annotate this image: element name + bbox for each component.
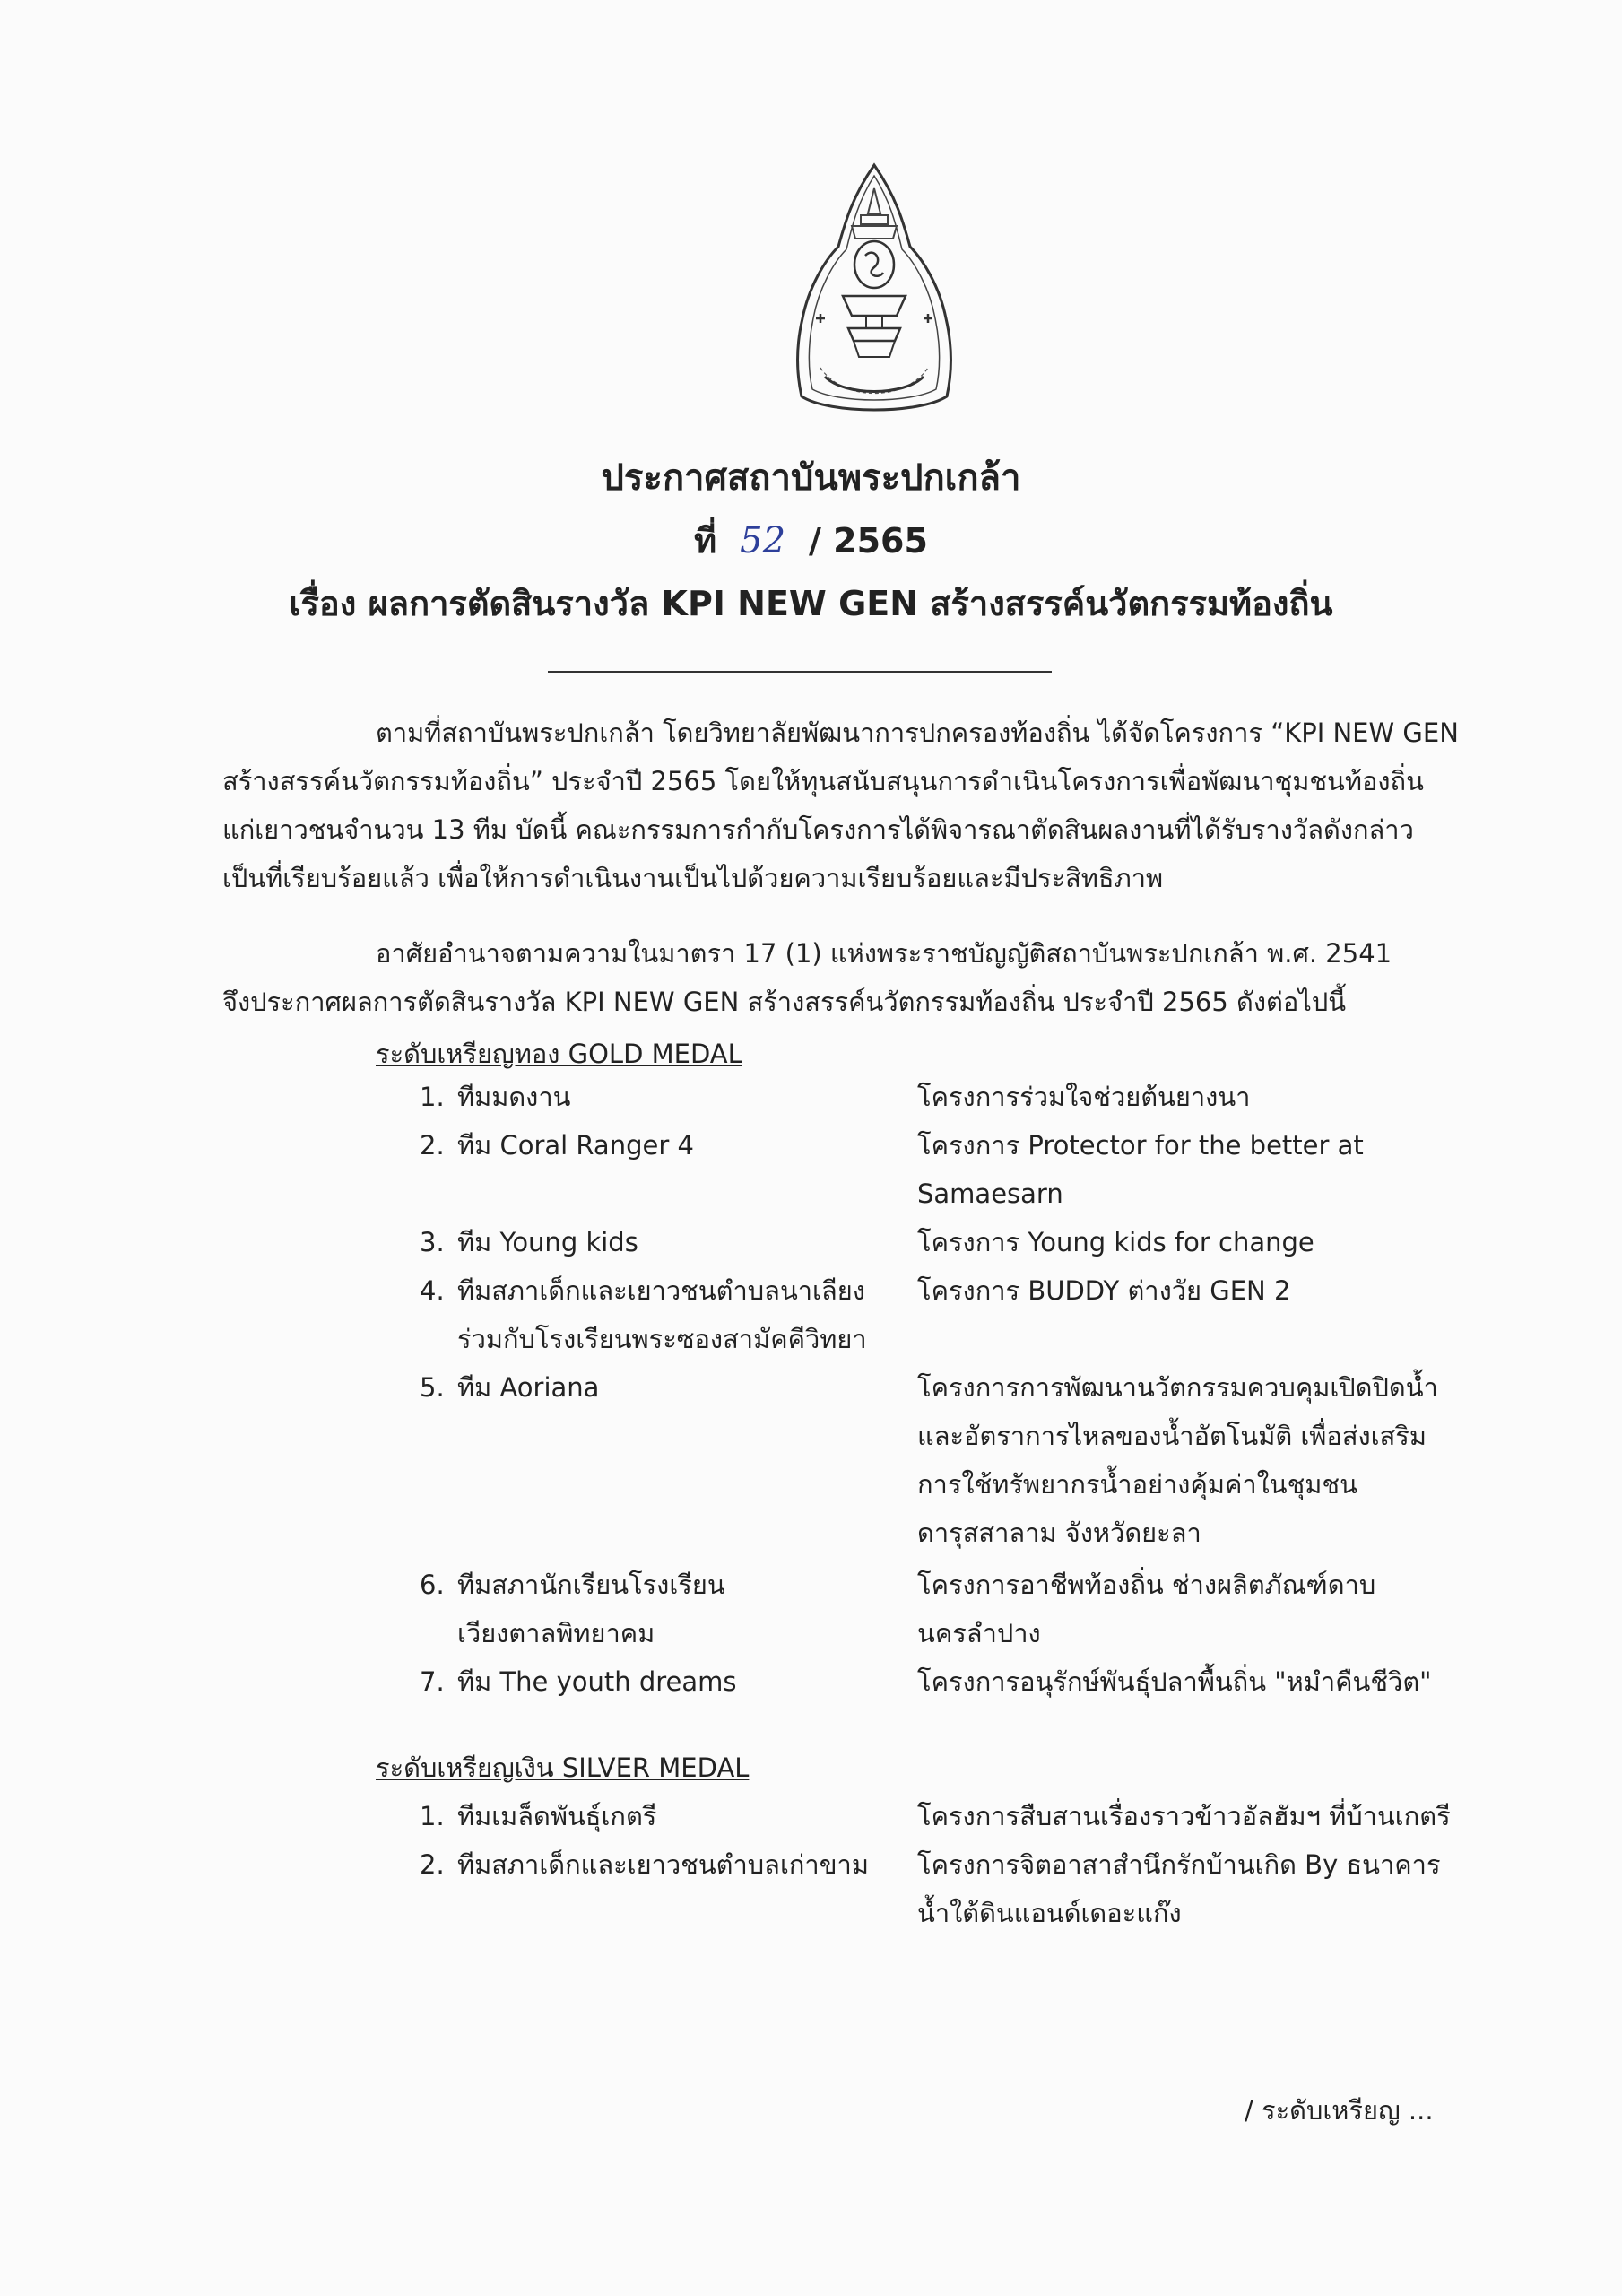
project-name: โครงการ BUDDY ต่างวัย GEN 2	[917, 1275, 1291, 1306]
item-number: 1.	[420, 1801, 445, 1831]
gold-medal-heading: ระดับเหรียญทอง GOLD MEDAL	[376, 1039, 742, 1069]
paragraph-line: อาศัยอำนาจตามความในมาตรา 17 (1) แห่งพระราชบัญญัติสถาบันพระปกเกล้า พ.ศ. 2541	[376, 938, 1392, 969]
item-number: 4.	[420, 1275, 445, 1306]
number-year: / 2565	[809, 521, 928, 561]
project-name: โครงการ Protector for the better at Samaesarn	[917, 1130, 1364, 1209]
team-name: ทีมสภานักเรียนโรงเรียน เวียงตาลพิทยาคม	[457, 1570, 725, 1648]
team-name: ทีม Aoriana	[457, 1372, 600, 1403]
paragraph-line: แก่เยาวชนจำนวน 13 ทีม บัดนี้ คณะกรรมการกำกับโครงการได้พิจารณาตัดสินผลงานที่ได้รับรางวัลดังกล่าว	[222, 814, 1414, 845]
item-number: 5.	[420, 1372, 445, 1403]
paragraph-line: สร้างสรรค์นวัตกรรมท้องถิ่น” ประจำปี 2565 โดยให้ทุนสนับสนุนการดำเนินโครงการเพื่อพัฒนาชุมชนท้องถิ่น	[222, 766, 1424, 796]
item-number: 2.	[420, 1849, 445, 1880]
paragraph-line: เป็นที่เรียบร้อยแล้ว เพื่อให้การดำเนินงานเป็นไปด้วยความเรียบร้อยและมีประสิทธิภาพ	[222, 863, 1164, 893]
paragraph-line: ตามที่สถาบันพระปกเกล้า โดยวิทยาลัยพัฒนาการปกครองท้องถิ่น ได้จัดโครงการ “KPI NEW GEN	[376, 718, 1459, 748]
institute-seal-icon	[789, 161, 959, 422]
project-name: โครงการจิตอาสาสำนึกรักบ้านเกิด By ธนาคาร น้ำใต้ดินแอนด์เดอะแก๊ง	[917, 1849, 1441, 1928]
project-name: โครงการการพัฒนานวัตกรรมควบคุมเปิดปิดน้ำ และอัตราการไหลของน้ำอัตโนมัติ เพื่อส่งเสริม การใช้ทรัพยากรน้ำอย่างคุ้มค่าในชุมชน ดารุสสาลาม จังหวัดยะลา	[917, 1372, 1438, 1548]
project-name: โครงการสืบสานเรื่องราวข้าวอัลฮัมฯ ที่บ้านเกตรี	[917, 1801, 1451, 1831]
team-name: ทีมมดงาน	[457, 1082, 571, 1112]
team-name: ทีมสภาเด็กและเยาวชนตำบลนาเลียง ร่วมกับโรงเรียนพระซองสามัคคีวิทยา	[457, 1275, 867, 1354]
project-name: โครงการอาชีพท้องถิ่น ช่างผลิตภัณฑ์ดาบ นครลำปาง	[917, 1570, 1376, 1648]
team-name: ทีม Young kids	[457, 1227, 638, 1257]
paragraph-line: จึงประกาศผลการตัดสินรางวัล KPI NEW GEN สร้างสรรค์นวัตกรรมท้องถิ่น ประจำปี 2565 ดังต่อไปนี้	[222, 987, 1347, 1017]
body-paragraph-1	[222, 709, 1478, 902]
body-paragraph-2	[222, 929, 1478, 1026]
announcement-subject: เรื่อง ผลการตัดสินรางวัล KPI NEW GEN สร้างสรรค์นวัตกรรมท้องถิ่น	[289, 584, 1333, 623]
announcement-number	[0, 513, 1622, 568]
project-name: โครงการอนุรักษ์พันธุ์ปลาพื้นถิ่น "หมำคืนชีวิต"	[917, 1666, 1432, 1697]
item-number: 3.	[420, 1227, 445, 1257]
handwritten-number: 52	[740, 520, 786, 561]
team-name: ทีม Coral Ranger 4	[457, 1130, 694, 1161]
team-name: ทีมสภาเด็กและเยาวชนตำบลเก่าขาม	[457, 1849, 869, 1880]
number-prefix: ที่	[694, 521, 717, 561]
team-name: ทีมเมล็ดพันธุ์เกตรี	[457, 1801, 657, 1831]
project-name: โครงการร่วมใจช่วยต้นยางนา	[917, 1082, 1251, 1112]
silver-medal-heading: ระดับเหรียญเงิน SILVER MEDAL	[376, 1752, 750, 1783]
announcement-title: ประกาศสถาบันพระปกเกล้า	[601, 457, 1021, 499]
continuation-note: / ระดับเหรียญ ...	[1245, 2095, 1434, 2126]
item-number: 7.	[420, 1666, 445, 1697]
item-number: 1.	[420, 1082, 445, 1112]
item-number: 2.	[420, 1130, 445, 1161]
project-name: โครงการ Young kids for change	[917, 1227, 1314, 1257]
item-number: 6.	[420, 1570, 445, 1600]
team-name: ทีม The youth dreams	[457, 1666, 737, 1697]
title-divider	[548, 671, 1052, 673]
